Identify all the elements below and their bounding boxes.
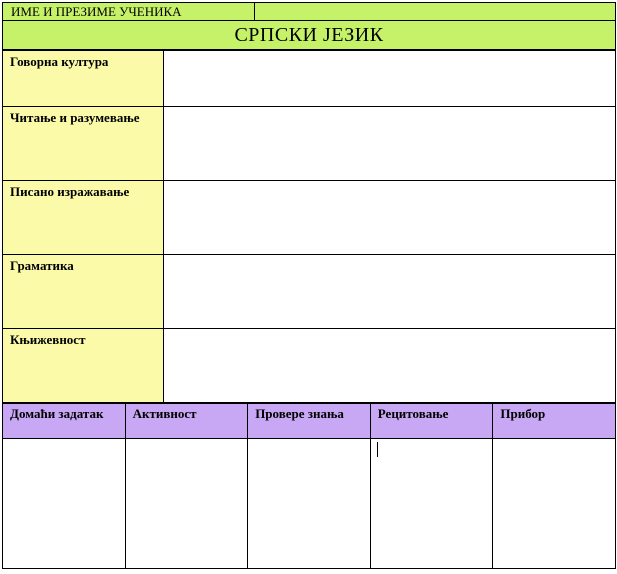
activities-value-row xyxy=(3,439,616,569)
subject-title-row xyxy=(3,21,616,50)
text-cursor xyxy=(377,442,378,457)
area-row xyxy=(3,329,616,403)
cell-homework[interactable] xyxy=(3,439,126,569)
cell-recitation[interactable] xyxy=(370,439,493,569)
area-row xyxy=(3,107,616,181)
column-header-supplies: Прибор xyxy=(493,404,616,439)
column-header-homework: Домаћи задатак xyxy=(3,404,126,439)
column-header-recitation: Рецитовање xyxy=(370,404,493,439)
student-name-label: ИМЕ И ПРЕЗИМЕ УЧЕНИКА xyxy=(3,3,255,21)
cell-tests[interactable] xyxy=(248,439,371,569)
area-label-reading: Читање и разумевање xyxy=(3,107,164,181)
area-field-reading[interactable] xyxy=(164,107,616,181)
column-header-tests: Провере знања xyxy=(248,404,371,439)
area-field-writing[interactable] xyxy=(164,181,616,255)
area-field-literature[interactable] xyxy=(164,329,616,403)
area-row xyxy=(3,51,616,107)
student-name-row xyxy=(3,3,616,21)
areas-table xyxy=(2,50,616,403)
area-label-speaking: Говорна култура xyxy=(3,51,164,107)
activities-header-row xyxy=(3,404,616,439)
cell-activity[interactable] xyxy=(125,439,248,569)
header-table xyxy=(2,2,616,50)
activities-table xyxy=(2,403,616,569)
student-name-field[interactable] xyxy=(255,3,616,21)
cell-supplies[interactable] xyxy=(493,439,616,569)
area-label-writing: Писано изражавање xyxy=(3,181,164,255)
report-sheet xyxy=(2,2,616,569)
area-label-grammar: Граматика xyxy=(3,255,164,329)
area-label-literature: Књижевност xyxy=(3,329,164,403)
column-header-activity: Активност xyxy=(125,404,248,439)
area-row xyxy=(3,255,616,329)
subject-title: СРПСКИ ЈЕЗИК xyxy=(3,21,616,50)
area-field-speaking[interactable] xyxy=(164,51,616,107)
area-row xyxy=(3,181,616,255)
area-field-grammar[interactable] xyxy=(164,255,616,329)
